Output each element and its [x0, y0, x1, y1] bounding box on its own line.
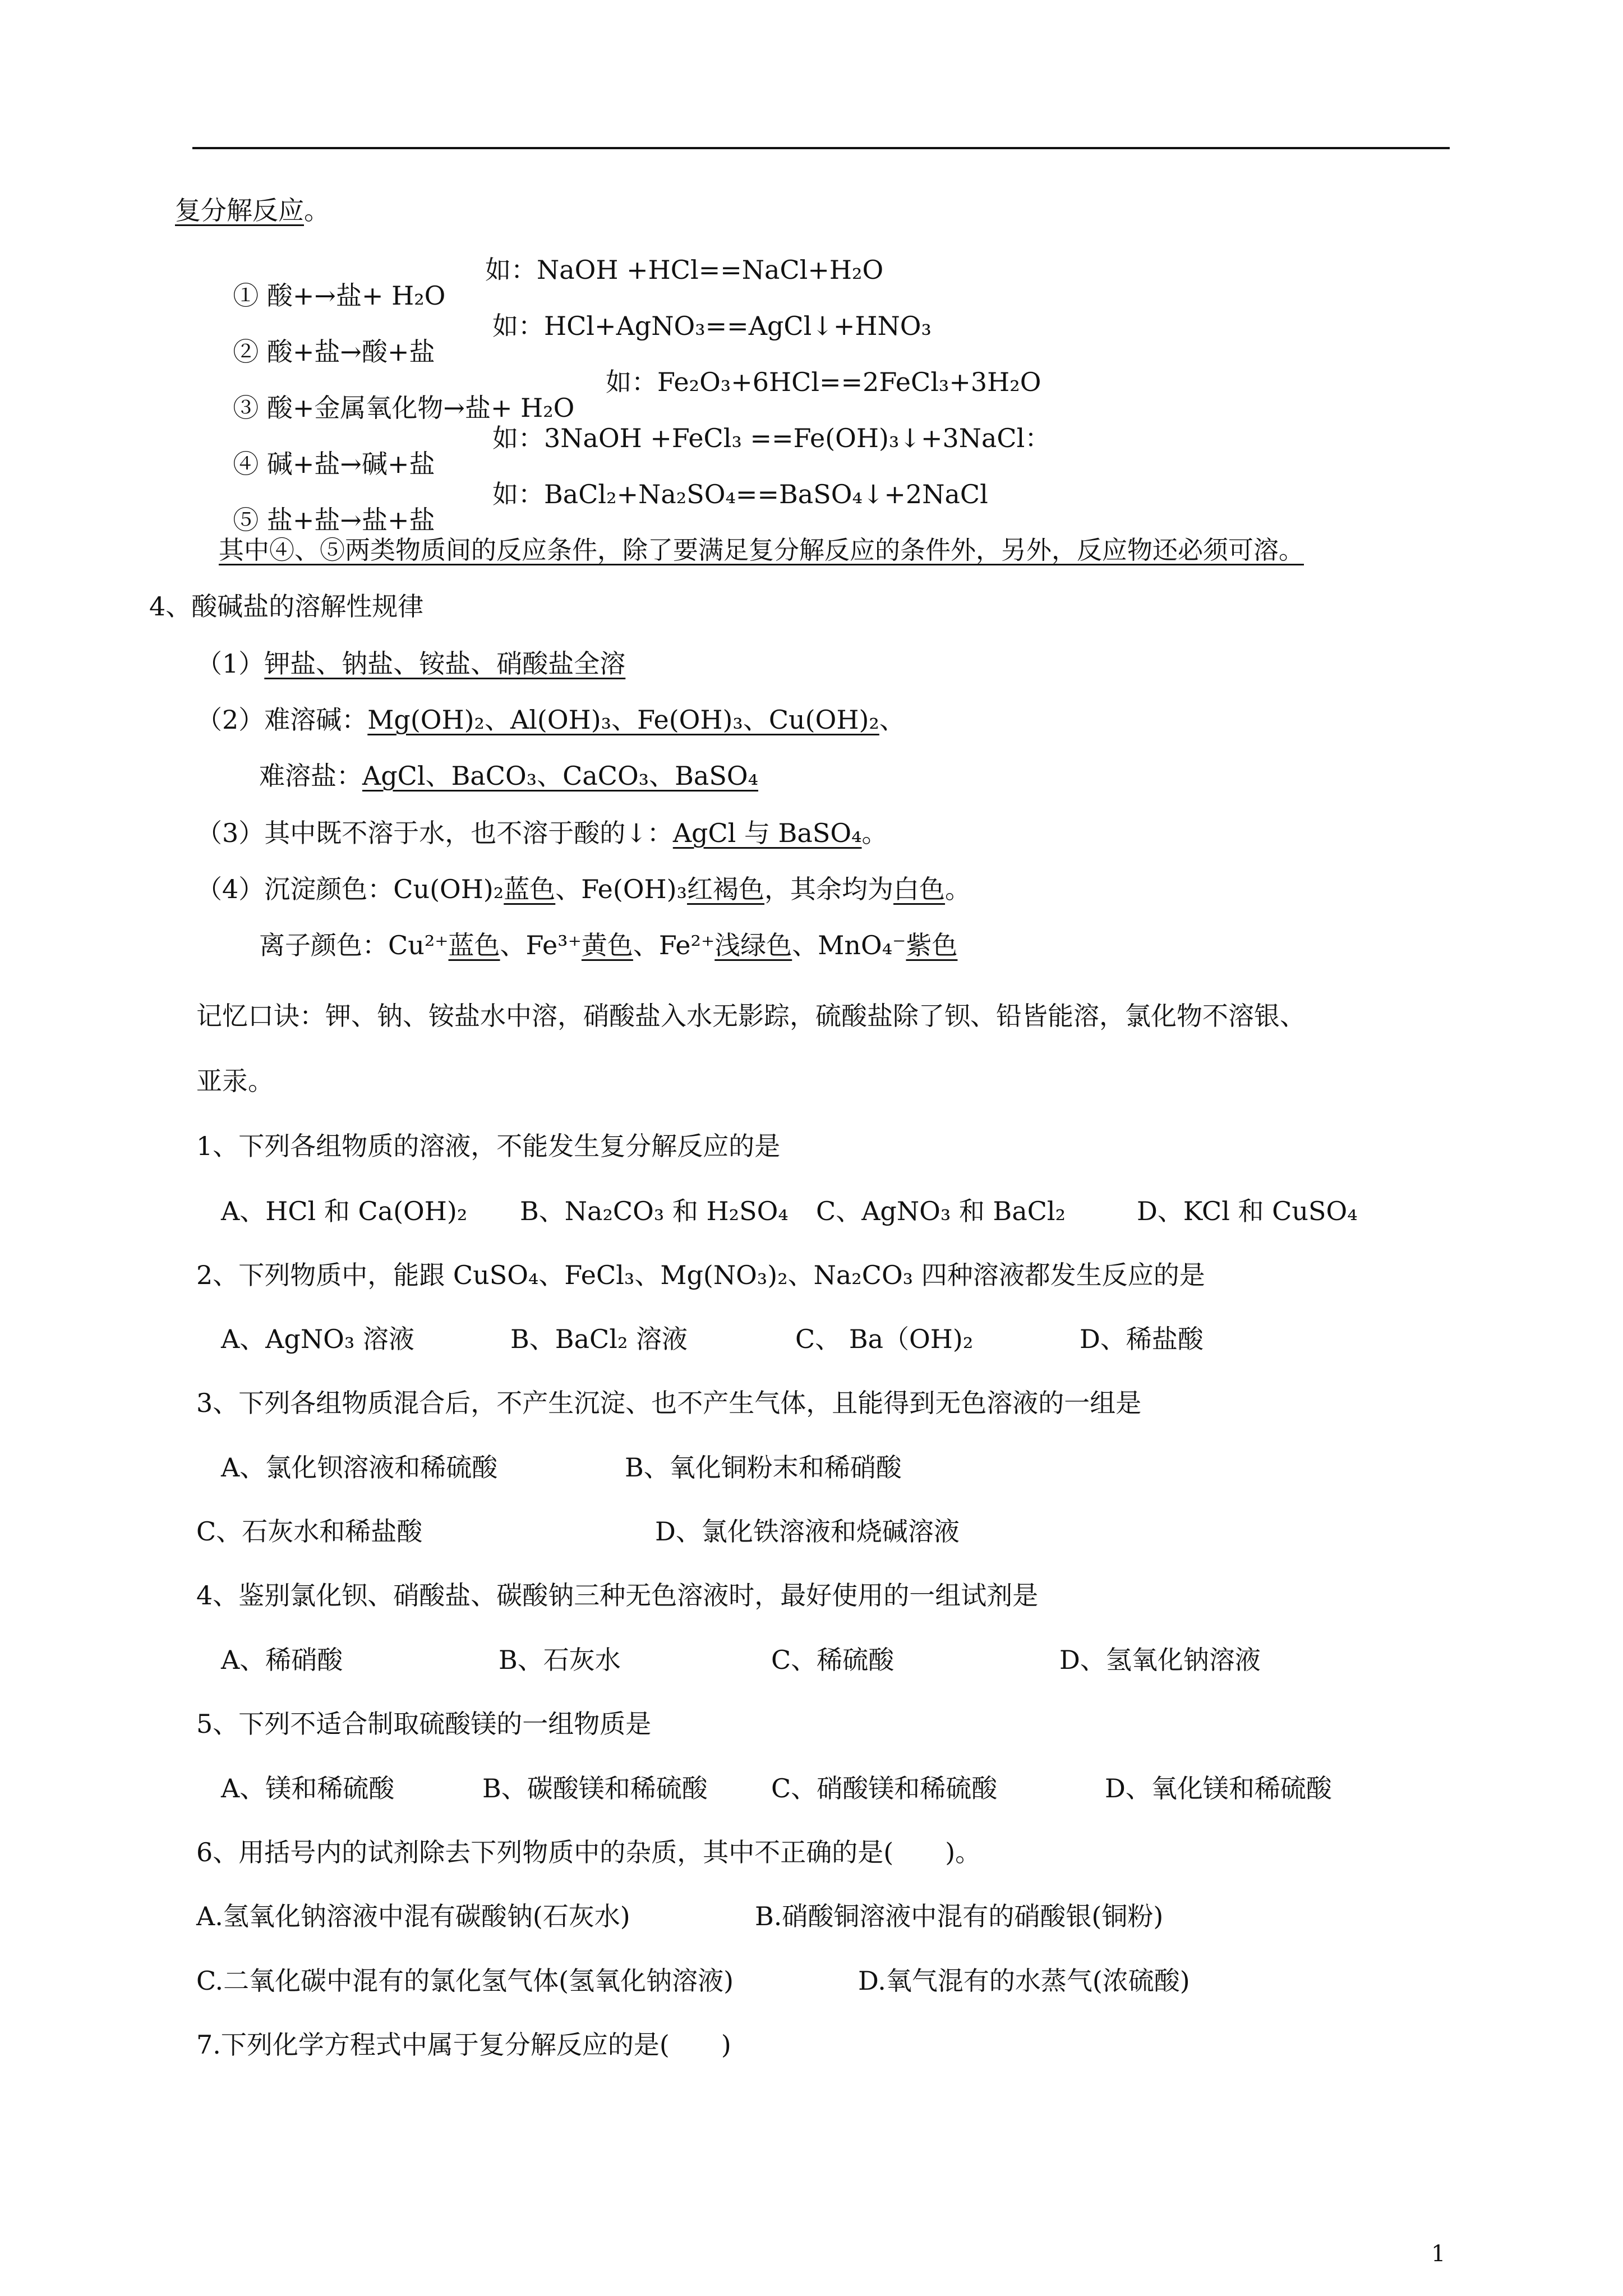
question-6-option-a: A.氢氧化钠溶液中混有碳酸钠(石灰水) — [196, 1901, 630, 1931]
reaction-4: ④ 碱+盐→碱+盐 — [233, 449, 435, 479]
reaction-1: ① 酸+→盐+ H₂O — [233, 280, 446, 311]
mnemonic-line-2: 亚汞。 — [196, 1066, 274, 1096]
question-3-option-c: C、石灰水和稀盐酸 — [196, 1516, 423, 1547]
solubility-item-2: （2）难溶碱：Mg(OH)₂、Al(OH)₃、Fe(OH)₃、Cu(OH)₂、 — [196, 705, 905, 735]
question-1-option-d: D、KCl 和 CuSO₄ — [1137, 1196, 1358, 1226]
page-number: 1 — [1431, 2241, 1446, 2267]
solubility-heading: 4、酸碱盐的溶解性规律 — [149, 591, 424, 622]
mnemonic-line-1: 记忆口诀：钾、钠、铵盐水中溶，硝酸盐入水无影踪，硫酸盐除了钡、铅皆能溶，氯化物不溶银、 — [196, 1001, 1306, 1031]
question-6-option-d: D.氧气混有的水蒸气(浓硫酸) — [858, 1966, 1190, 1996]
question-5-option-c: C、硝酸镁和稀硫酸 — [771, 1773, 998, 1803]
question-5-stem: 5、下列不适合制取硫酸镁的一组物质是 — [196, 1709, 652, 1739]
question-2-option-a: A、AgNO₃ 溶液 — [221, 1324, 414, 1354]
reaction-3: ③ 酸+金属氧化物→盐+ H₂O — [233, 393, 575, 423]
question-3-option-d: D、氯化铁溶液和烧碱溶液 — [655, 1516, 960, 1547]
question-4-option-b: B、石灰水 — [499, 1645, 621, 1675]
question-5-option-d: D、氧化镁和稀硫酸 — [1105, 1773, 1332, 1803]
question-3-stem: 3、下列各组物质混合后，不产生沉淀、也不产生气体，且能得到无色溶液的一组是 — [196, 1388, 1142, 1418]
solubility-item-1: （1）钾盐、钠盐、铵盐、硝酸盐全溶 — [196, 648, 626, 679]
solubility-item-3: （3）其中既不溶于水，也不溶于酸的↓：AgCl 与 BaSO₄。 — [196, 818, 888, 848]
reaction-1-example: 如：NaOH +HCl==NaCl+H₂O — [485, 255, 884, 285]
question-3-option-b: B、氧化铜粉末和稀硝酸 — [625, 1452, 902, 1483]
reaction-4-example: 如：3NaOH +FeCl₃ ==Fe(OH)₃↓+3NaCl： — [492, 423, 1051, 453]
question-5-option-b: B、碳酸镁和稀硫酸 — [482, 1773, 708, 1803]
question-3-option-a: A、氯化钡溶液和稀硫酸 — [221, 1452, 498, 1483]
reaction-2: ② 酸+盐→酸+盐 — [233, 337, 435, 367]
section-title: 复分解反应。 — [175, 195, 330, 226]
question-1-stem: 1、下列各组物质的溶液，不能发生复分解反应的是 — [196, 1131, 781, 1161]
question-4-option-c: C、稀硫酸 — [771, 1645, 895, 1675]
solubility-item-4: （4）沉淀颜色：Cu(OH)₂蓝色、Fe(OH)₃红褐色，其余均为白色。 — [196, 874, 971, 904]
reaction-5: ⑤ 盐+盐→盐+盐 — [233, 505, 435, 535]
question-6-option-c: C.二氧化碳中混有的氯化氢气体(氢氧化钠溶液) — [196, 1966, 734, 1996]
reaction-2-example: 如：HCl+AgNO₃==AgCl↓+HNO₃ — [492, 311, 932, 341]
question-1-option-b: B、Na₂CO₃ 和 H₂SO₄ — [520, 1196, 789, 1226]
question-4-option-d: D、氢氧化钠溶液 — [1059, 1645, 1261, 1675]
solubility-item-2b: 难溶盐：AgCl、BaCO₃、CaCO₃、BaSO₄ — [259, 761, 759, 791]
reaction-3-example: 如：Fe₂O₃+6HCl==2FeCl₃+3H₂O — [606, 367, 1041, 397]
ion-colors: 离子颜色：Cu²⁺蓝色、Fe³⁺黄色、Fe²⁺浅绿色、MnO₄⁻紫色 — [259, 930, 958, 960]
question-2-option-c: C、 Ba（OH)₂ — [795, 1324, 974, 1354]
question-7-stem: 7.下列化学方程式中属于复分解反应的是( ) — [196, 2030, 731, 2060]
question-6-stem: 6、用括号内的试剂除去下列物质中的杂质，其中不正确的是( )。 — [196, 1837, 981, 1867]
question-5-option-a: A、镁和稀硫酸 — [221, 1773, 395, 1803]
question-2-stem: 2、下列物质中，能跟 CuSO₄、FeCl₃、Mg(NO₃)₂、Na₂CO₃ 四种溶液都发生反应的是 — [196, 1260, 1205, 1290]
question-2-option-b: B、BaCl₂ 溶液 — [510, 1324, 688, 1354]
question-1-option-a: A、HCl 和 Ca(OH)₂ — [221, 1196, 468, 1226]
header-rule — [192, 147, 1450, 149]
question-6-option-b: B.硝酸铜溶液中混有的硝酸银(铜粉) — [755, 1901, 1164, 1931]
question-2-option-d: D、稀盐酸 — [1080, 1324, 1204, 1354]
reaction-5-example: 如：BaCl₂+Na₂SO₄==BaSO₄↓+2NaCl — [492, 479, 988, 509]
condition-note: 其中④、⑤两类物质间的反应条件，除了要满足复分解反应的条件外，另外，反应物还必须可溶。 — [219, 535, 1304, 565]
question-1-option-c: C、AgNO₃ 和 BaCl₂ — [816, 1196, 1066, 1226]
question-4-option-a: A、稀硝酸 — [221, 1645, 343, 1675]
question-4-stem: 4、鉴别氯化钡、硝酸盐、碳酸钠三种无色溶液时，最好使用的一组试剂是 — [196, 1580, 1039, 1611]
